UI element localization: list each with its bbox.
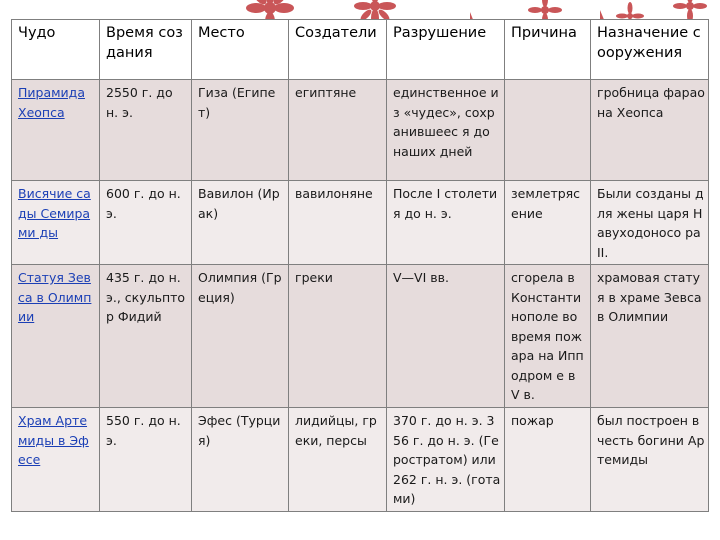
- table-row: [12, 181, 709, 265]
- table-row: [12, 80, 709, 181]
- cell-creators: лидийцы, греки, персы: [289, 408, 387, 512]
- header-wonder: Чудо: [12, 20, 100, 80]
- header-creators: Создатели: [289, 20, 387, 80]
- cell-cause: сгорела в Константи нополе во время пожара на Ипподром е в V в.: [505, 265, 591, 408]
- cell-purpose: был построен в честь богини Артемиды: [591, 408, 709, 512]
- cell-creators: греки: [289, 265, 387, 408]
- wonder-link[interactable]: Висячие сады Семирами ды: [18, 186, 91, 240]
- cell-creators: египтяне: [289, 80, 387, 181]
- cell-cause: [505, 80, 591, 181]
- wonder-link[interactable]: Храм Артемиды в Эфесе: [18, 413, 89, 467]
- cell-time: 435 г. до н. э., скульптор Фидий: [100, 265, 192, 408]
- cell-purpose: храмовая статуя в храме Зевса в Олимпии: [591, 265, 709, 408]
- cell-time: 600 г. до н. э.: [100, 181, 192, 265]
- table-row: [12, 408, 709, 512]
- header-row: [12, 20, 709, 80]
- cell-destruction: После I столетия до н. э.: [387, 181, 505, 265]
- cell-place: Эфес (Турция): [192, 408, 289, 512]
- wonder-link[interactable]: Пирамида Хеопса: [18, 85, 85, 120]
- cell-place: Олимпия (Греция): [192, 265, 289, 408]
- cell-time: 550 г. до н. э.: [100, 408, 192, 512]
- header-purpose: Назначение сооружения: [591, 20, 709, 80]
- header-place: Место: [192, 20, 289, 80]
- cell-place: Гиза (Египет): [192, 80, 289, 181]
- cell-cause: пожар: [505, 408, 591, 512]
- cell-place: Вавилон (Ирак): [192, 181, 289, 265]
- cell-wonder[interactable]: [12, 265, 100, 408]
- cell-time: 2550 г. до н. э.: [100, 80, 192, 181]
- header-cause: Причина: [505, 20, 591, 80]
- cell-wonder[interactable]: [12, 408, 100, 512]
- header-destruction: Разрушение: [387, 20, 505, 80]
- cell-cause: землетряс ение: [505, 181, 591, 265]
- cell-purpose: Были созданы для жены царя Навуходоносо ра II.: [591, 181, 709, 265]
- cell-destruction: единственное из «чудес», сохранившеес я до наших дней: [387, 80, 505, 181]
- wonder-link[interactable]: Статуя Зевса в Олимпии: [18, 270, 92, 324]
- cell-purpose: гробница фараона Хеопса: [591, 80, 709, 181]
- cell-creators: вавилоняне: [289, 181, 387, 265]
- cell-destruction: 370 г. до н. э. 356 г. до н. э. (Геростратом) или 262 г. н. э. (готами): [387, 408, 505, 512]
- wonders-table-container: [11, 19, 709, 512]
- cell-wonder[interactable]: [12, 181, 100, 265]
- table-row: [12, 265, 709, 408]
- header-time: Время создания: [100, 20, 192, 80]
- cell-wonder[interactable]: [12, 80, 100, 181]
- cell-destruction: V—VI вв.: [387, 265, 505, 408]
- wonders-table: [11, 19, 709, 512]
